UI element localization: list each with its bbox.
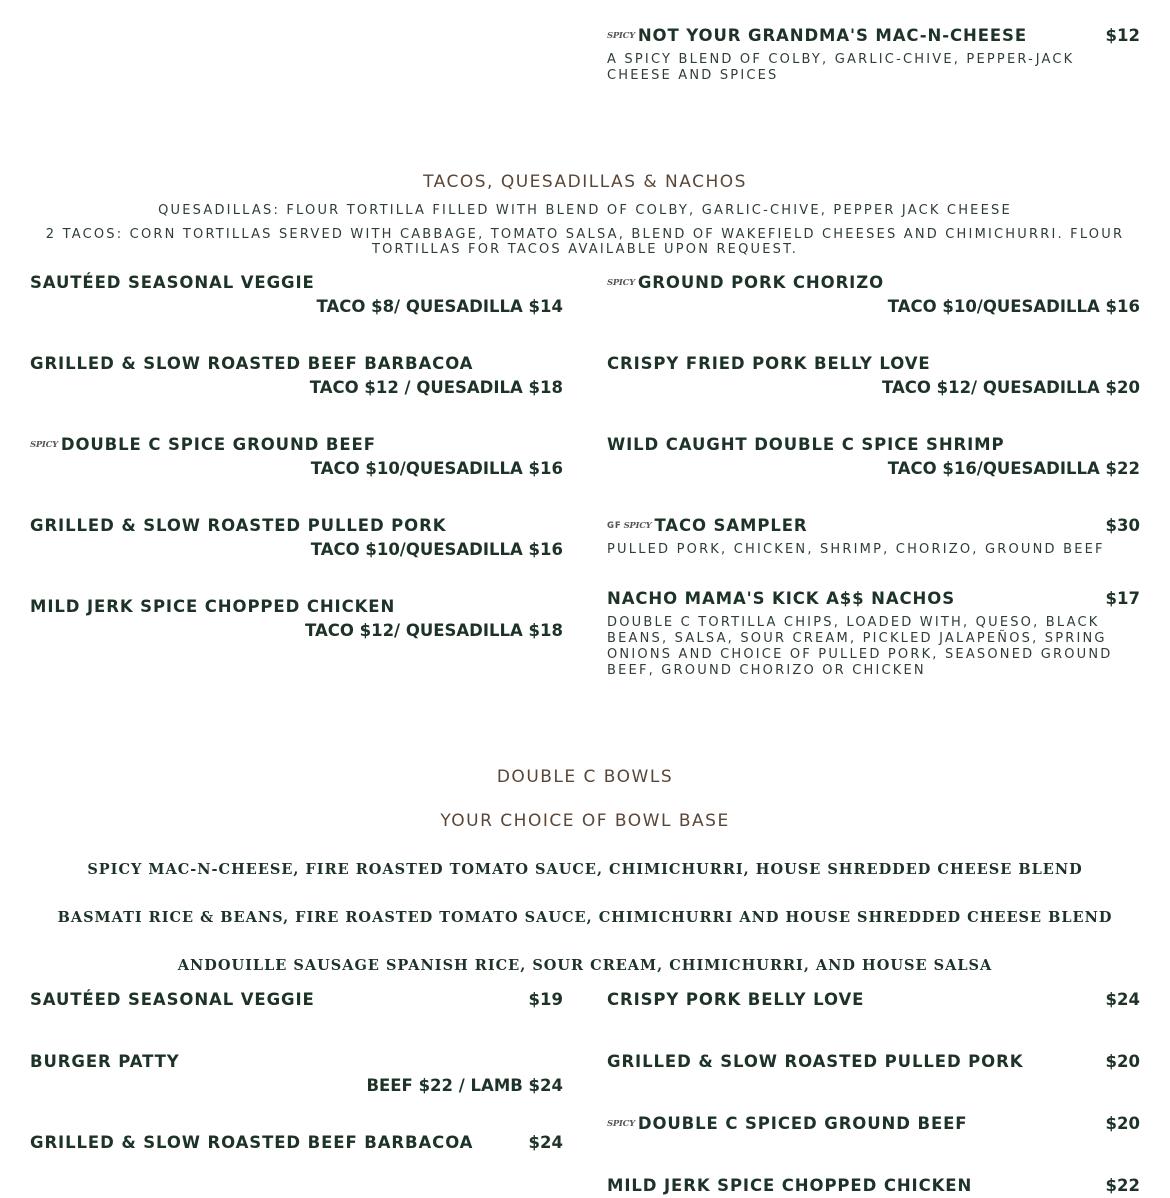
menu-item-price: $17 (1105, 589, 1140, 608)
menu-item-price: TACO $12/ QUESADILLA $18 (304, 621, 563, 640)
quesadilla-note: QUESADILLAS: FLOUR TORTILLA FILLED WITH BLEND OF COLBY, GARLIC-CHIVE, PEPPER JACK CHEESE (158, 203, 1012, 218)
menu-item-name: MILD JERK SPICE CHOPPED CHICKEN (30, 597, 396, 616)
spicy-icon: SPICY (623, 521, 652, 531)
menu-item-price: TACO $10/QUESADILLA $16 (887, 297, 1140, 316)
menu-item-price: $20 (1105, 1052, 1140, 1071)
menu-item-name: GRILLED & SLOW ROASTED BEEF BARBACOA (30, 1133, 474, 1152)
menu-item-name: GRILLED & SLOW ROASTED BEEF BARBACOA (30, 354, 474, 373)
menu-item-price: BEEF $22 / LAMB $24 (366, 1076, 563, 1095)
menu-item-price: $30 (1105, 516, 1140, 535)
menu-item-price: TACO $8/ QUESADILLA $14 (316, 297, 563, 316)
menu-item-name: CRISPY FRIED PORK BELLY LOVE (607, 354, 931, 373)
menu-item-price: $20 (1105, 1114, 1140, 1133)
bowl-base-option: ANDOUILLE SAUSAGE SPANISH RICE, SOUR CREAM, CHIMICHURRI, AND HOUSE SALSA (177, 957, 993, 974)
menu-item-price: TACO $16/QUESADILLA $22 (887, 459, 1140, 478)
menu-item-price: $12 (1105, 26, 1140, 45)
spicy-icon: SPICY (30, 440, 58, 450)
menu-item-description: DOUBLE C TORTILLA CHIPS, LOADED WITH, QUESO, BLACK BEANS, SALSA, SOUR CREAM, PICKLED JALAPEÑOS, SPRING ONIONS AND CHOICE OF PULLED PORK, SEASONED GROUND BEEF, GROUND CHORIZO OR CHICKEN (607, 615, 1113, 678)
menu-item-name: MILD JERK SPICE CHOPPED CHICKEN (607, 1176, 973, 1195)
bowl-base-option: SPICY MAC-N-CHEESE, FIRE ROASTED TOMATO SAUCE, CHIMICHURRI, HOUSE SHREDDED CHEESE BLEND (87, 861, 1083, 878)
menu-item-name: GRILLED & SLOW ROASTED PULLED PORK (30, 516, 447, 535)
menu-item-name: SPICY NOT YOUR GRANDMA'S MAC-N-CHEESE (607, 26, 1028, 45)
menu-item-description: PULLED PORK, CHICKEN, SHRIMP, CHORIZO, GROUND BEEF (607, 542, 1105, 557)
menu-item-price: TACO $12/ QUESADILLA $20 (881, 378, 1140, 397)
menu-item-name: SPICY DOUBLE C SPICE GROUND BEEF (30, 435, 376, 454)
menu-item-name: SAUTÉED SEASONAL VEGGIE (30, 273, 315, 292)
menu-item-description: A SPICY BLEND OF COLBY, GARLIC-CHIVE, PEPPER-JACK CHEESE AND SPICES (607, 52, 1075, 83)
gluten-free-icon: GF (607, 521, 622, 531)
tacos-note: 2 TACOS: CORN TORTILLAS SERVED WITH CABBAGE, TOMATO SALSA, BLEND OF WAKEFIELD CHEESES AND CHIMICHURRI. FLOUR TORTILLAS FOR TACOS AVAILABLE UPON REQUEST. (45, 227, 1125, 257)
menu-item-name: BURGER PATTY (30, 1052, 180, 1071)
menu-item-price: $19 (528, 990, 563, 1009)
bowl-base-option: BASMATI RICE & BEANS, FIRE ROASTED TOMATO SAUCE, CHIMICHURRI AND HOUSE SHREDDED CHEESE BLEND (57, 909, 1113, 926)
spicy-icon: SPICY (607, 31, 635, 41)
menu-item-price: $24 (1105, 990, 1140, 1009)
menu-item-name: NACHO MAMA'S KICK A$$ NACHOS (607, 589, 955, 608)
menu-item-price: TACO $12 / QUESADILA $18 (309, 378, 563, 397)
menu-item-name: SPICY GROUND PORK CHORIZO (607, 273, 885, 292)
section-title-bowls: DOUBLE C BOWLS (496, 767, 674, 787)
menu-item-name: WILD CAUGHT DOUBLE C SPICE SHRIMP (607, 435, 1005, 454)
menu-item-price: TACO $10/QUESADILLA $16 (310, 540, 563, 559)
section-title-tacos: TACOS, QUESADILLAS & NACHOS (423, 172, 747, 192)
menu-item-name: SPICY DOUBLE C SPICED GROUND BEEF (607, 1114, 968, 1133)
menu-item-price: $22 (1105, 1176, 1140, 1195)
spicy-icon: SPICY (607, 1119, 635, 1129)
section-subtitle-bowls: YOUR CHOICE OF BOWL BASE (440, 811, 730, 831)
menu-item-name: GRILLED & SLOW ROASTED PULLED PORK (607, 1052, 1024, 1071)
menu-item-name: GF SPICY TACO SAMPLER (607, 516, 808, 535)
menu-item-price: $24 (528, 1133, 563, 1152)
spicy-icon: SPICY (607, 278, 635, 288)
menu-item-price: TACO $10/QUESADILLA $16 (310, 459, 563, 478)
menu-item-name: SAUTÉED SEASONAL VEGGIE (30, 990, 315, 1009)
menu-item-name: CRISPY PORK BELLY LOVE (607, 990, 865, 1009)
